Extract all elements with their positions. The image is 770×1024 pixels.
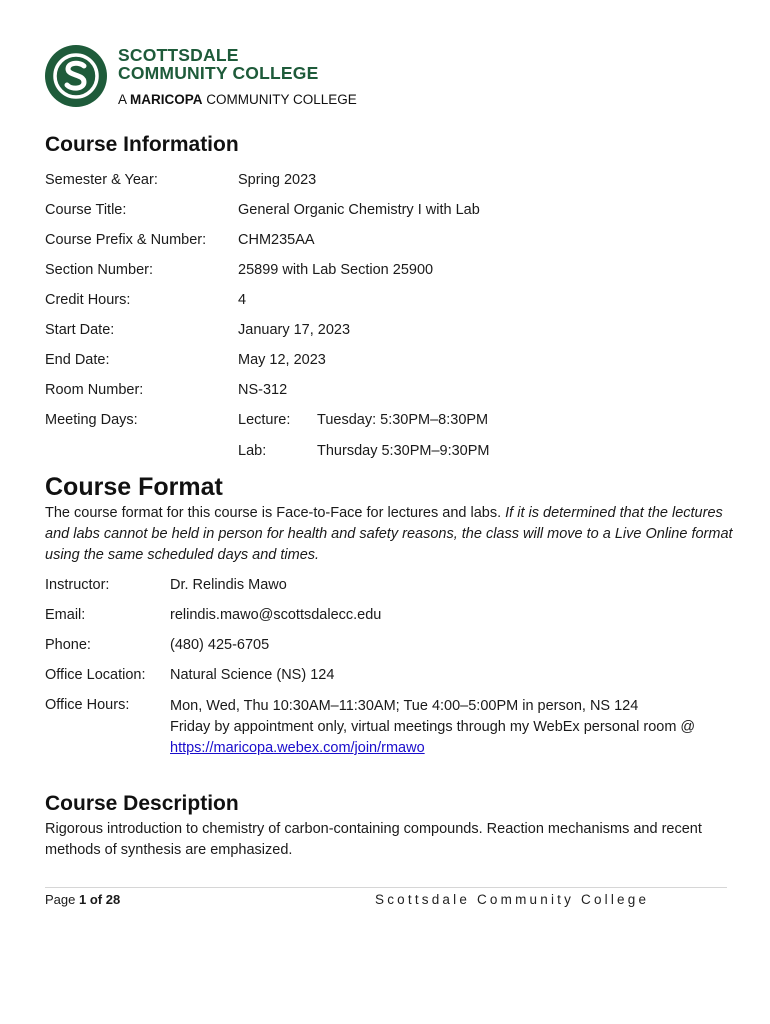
office-hours-value	[170, 696, 695, 759]
course-description-heading: Course Description	[45, 792, 239, 815]
footer-divider	[45, 887, 727, 888]
info-value: General Organic Chemistry I with Lab	[238, 202, 480, 218]
info-value: CHM235AA	[238, 232, 315, 248]
contact-label: Instructor:	[45, 577, 110, 593]
info-value: 4	[238, 292, 247, 308]
college-logo	[44, 44, 374, 114]
instructor-name: Dr. Relindis Mawo	[170, 577, 287, 593]
info-label: Section Number:	[45, 262, 153, 278]
contact-label: Email:	[45, 607, 86, 623]
footer-college-name: Scottsdale Community College	[375, 892, 650, 907]
office-hours-line1: Mon, Wed, Thu 10:30AM–11:30AM; Tue 4:00–5:00PM in person, NS 124	[170, 698, 639, 714]
college-name	[118, 46, 318, 82]
lecture-time: Tuesday: 5:30PM–8:30PM	[317, 412, 489, 428]
info-label: End Date:	[45, 352, 110, 368]
lab-time: Thursday 5:30PM–9:30PM	[317, 443, 490, 459]
info-value: Spring 2023	[238, 172, 317, 188]
scc-logo-icon	[44, 44, 108, 108]
subtitle-prefix: A	[118, 92, 131, 107]
info-label: Room Number:	[45, 382, 144, 398]
meeting-days-label: Meeting Days:	[45, 412, 138, 428]
info-value: January 17, 2023	[238, 322, 351, 338]
college-subtitle	[118, 92, 357, 107]
format-text-plain: The course format for this course is Face-to-Face for lectures and labs.	[45, 505, 506, 521]
info-value: NS-312	[238, 382, 288, 398]
info-label: Course Title:	[45, 202, 127, 218]
info-label: Course Prefix & Number:	[45, 232, 207, 248]
course-format-text	[45, 503, 735, 566]
format-text-italic: If it is determined that the lectures and labs cannot be held in person for health and safety reasons, the class will move to a Live Online format using the same scheduled days and times.	[45, 505, 733, 563]
info-value: 25899 with Lab Section 25900	[238, 262, 434, 278]
subtitle-bold: MARICOPA	[130, 92, 203, 107]
contact-label: Phone:	[45, 637, 91, 653]
webex-link[interactable]: https://maricopa.webex.com/join/rmawo	[170, 740, 425, 756]
info-label: Start Date:	[45, 322, 115, 338]
course-format-heading: Course Format	[45, 473, 223, 501]
office-hours-line2: Friday by appointment only, virtual meetings through my WebEx personal room @	[170, 719, 696, 735]
course-description-text: Rigorous introduction to chemistry of carbon-containing compounds. Reaction mechanisms and recent methods of synthesis are emphasized.	[45, 821, 702, 858]
course-information-heading: Course Information	[45, 133, 239, 156]
email-value[interactable]: relindis.mawo@scottsdalecc.edu	[170, 607, 382, 623]
lab-label: Lab:	[238, 443, 267, 459]
info-value: May 12, 2023	[238, 352, 326, 368]
info-label: Credit Hours:	[45, 292, 131, 308]
contact-label: Office Location:	[45, 667, 146, 683]
subtitle-suffix: COMMUNITY COLLEGE	[202, 92, 357, 107]
college-name-line2: COMMUNITY COLLEGE	[118, 63, 319, 83]
lecture-label: Lecture:	[238, 412, 291, 428]
office-hours-label: Office Hours:	[45, 697, 130, 713]
phone-value: (480) 425-6705	[170, 637, 270, 653]
college-name-line1: SCOTTSDALE	[118, 45, 239, 65]
office-location-value: Natural Science (NS) 124	[170, 667, 335, 683]
page-prefix: Page	[45, 892, 79, 907]
info-label: Semester & Year:	[45, 172, 158, 188]
page-number	[45, 892, 120, 907]
page-count: 1 of 28	[78, 892, 121, 907]
